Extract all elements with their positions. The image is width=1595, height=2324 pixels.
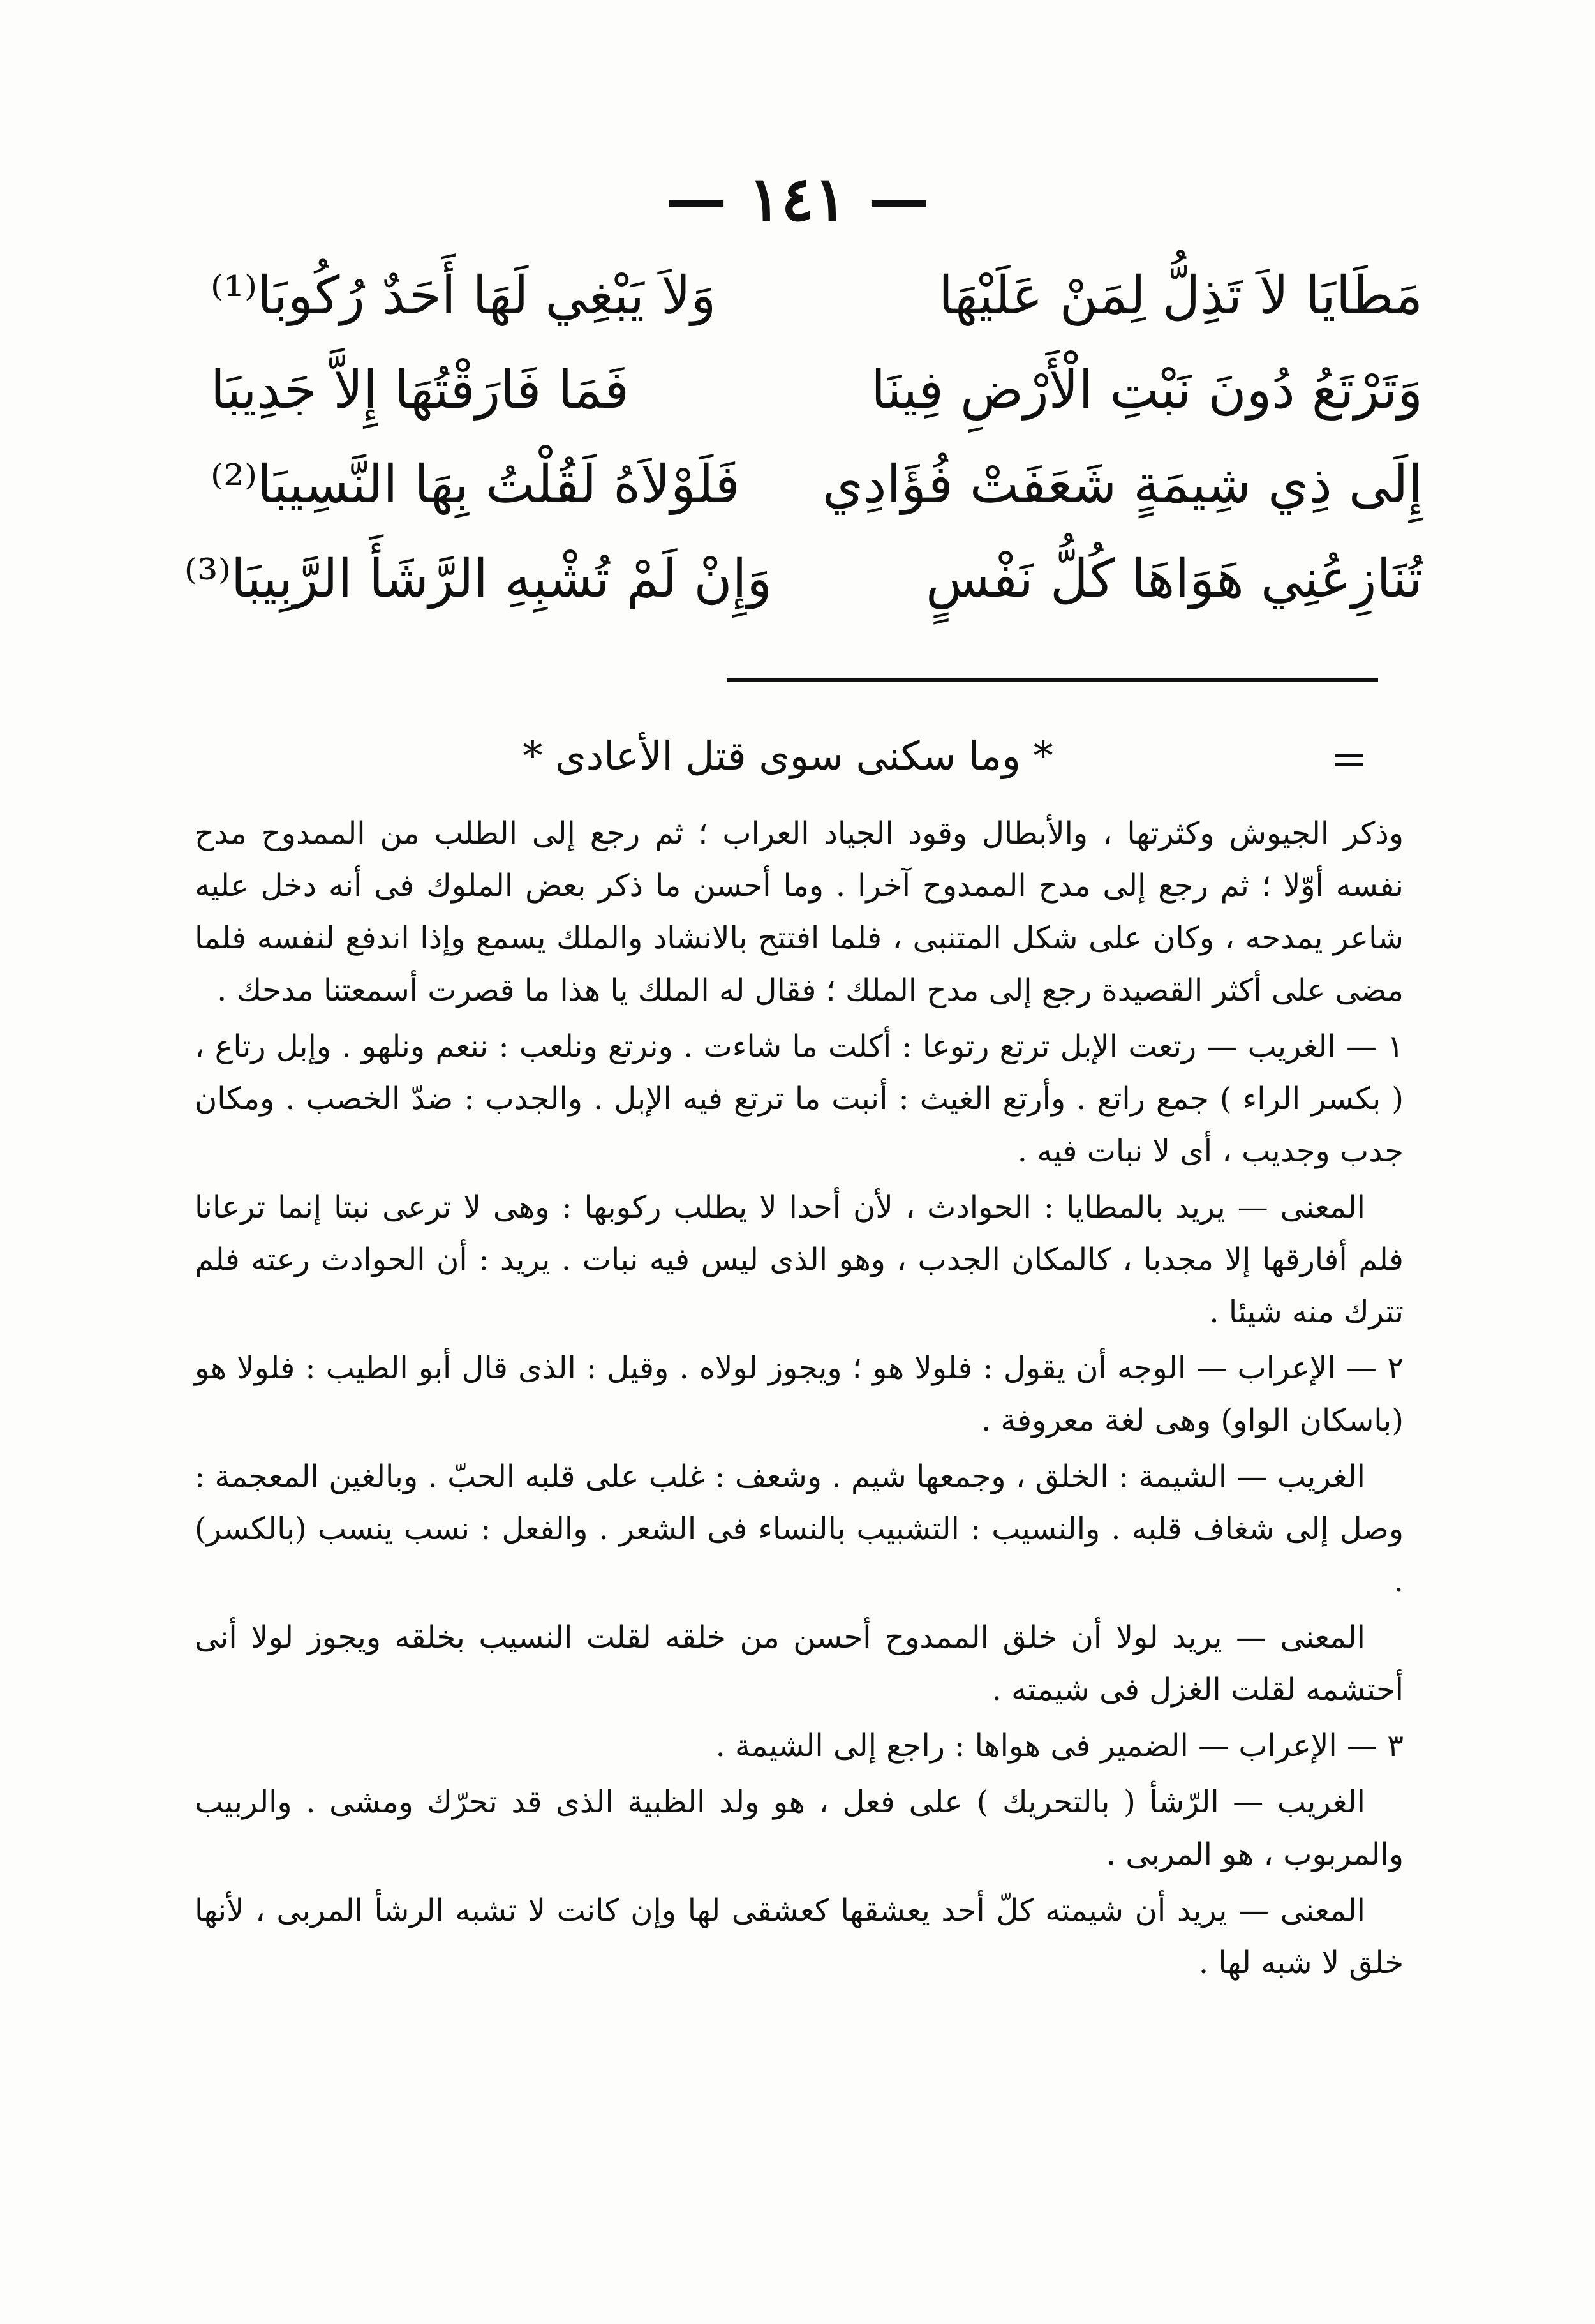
quoted-verse-heading: * وما سكنى سوى قتل الأعادى * [523,733,1053,779]
commentary-paragraph: ٣ — الإعراب — الضمير فى هواها : راجع إلى الشيمة . [715,1728,1404,1764]
commentary-paragraph: ٢ — الإعراب — الوجه أن يقول : فلولا هو ؛ ويجوز لولاه . وقيل : الذى قال أبو الطيب : فلولا هو (باسكان الواو) وهى لغة معروفة . [195,1350,1404,1438]
separator-rule [727,678,1378,682]
verse-line [211,438,1423,532]
commentary-paragraph: الغريب — الرّشأ ( بالتحريك ) على فعل ، هو ولد الظبية الذى قد تحرّك ومشى . والربيب والمربوب ، هو المربى . [195,1784,1404,1872]
commentary-paragraph: ١ — الغريب — رتعت الإبل ترتع رتوعا : أكلت ما شاءت . ونرتع ونلعب : ننعم ونلهو . وإبل رتاع ، ( بكسر الراء ) جمع راتع . وأرتع الغيث : أنبت ما ترتع فيه الإبل . والجدب : ضدّ الخصب . ومكان جدب وجديب ، أى لا نبات فيه . [195,1029,1404,1169]
continuation-mark: = [1330,733,1368,785]
verse-first-hemistich: إِلَى ذِي شِيمَةٍ شَعَفَتْ فُؤَادِي [822,454,1423,515]
verse-first-hemistich: تُنَازِعُنِي هَوَاهَا كُلُّ نَفْسٍ [926,549,1423,609]
verse-first-hemistich: مَطَايَا لاَ تَذِلُّ لِمَنْ عَلَيْهَا [938,265,1423,326]
commentary-paragraph: المعنى — يريد أن شيمته كلّ أحد يعشقها كعشقى لها وإن كانت لا تشبه الرشأ المربى ، لأنها خلق لا شبه لها . [195,1893,1404,1981]
verse-line [211,343,1423,438]
page-number: — ١٤١ — [665,163,930,235]
verse-second-hemistich: فَلَوْلاَهُ لَقُلْتُ بِهَا النَّسِيبَا⁽²⁾ [211,454,740,515]
verse-first-hemistich: وَتَرْتَعُ دُونَ نَبْتِ الْأَرْضِ فِينَا [871,360,1423,421]
verse-second-hemistich: وَإِنْ لَمْ تُشْبِهِ الرَّشَأَ الرَّبِيبَا⁽³⁾ [184,549,772,609]
commentary-paragraph: وذكر الجيوش وكثرتها ، والأبطال وقود الجياد العراب ؛ ثم رجع إلى الطلب من الممدوح مدح نفسه أوّلا ؛ ثم رجع إلى مدح الممدوح آخرا . وما أحسن ما ذكر بعض الملوك فى أنه دخل عليه شاعر يمدحه ، وكان على شكل المتنبى ، فلما افتتح بالانشاد والملك يسمع وإذا اندفع لنفسه فلما مضى على أكثر القصيدة رجع إلى مدح الملك ؛ فقال له الملك يا هذا ما قصرت أسمعتنا مدحك . [195,816,1404,1008]
commentary-paragraph: الغريب — الشيمة : الخلق ، وجمعها شيم . وشعف : غلب على قلبه الحبّ . وبالغين المعجمة : وصل إلى شغاف قلبه . والنسيب : التشبيب بالنساء فى الشعر . والفعل : نسب ينسب (بالكسر) . [195,1459,1404,1599]
commentary [195,807,1404,1993]
verse-line [184,532,1423,627]
verse-block [184,249,1423,627]
verse-second-hemistich: وَلاَ يَبْغِي لَهَا أَحَدٌ رُكُوبَا⁽¹⁾ [211,265,716,326]
verse-line [211,249,1423,343]
commentary-paragraph: المعنى — يريد بالمطايا : الحوادث ، لأن أحدا لا يطلب ركوبها : وهى لا ترعى نبتا إنما ترعانا فلم أفارقها إلا مجدبا ، كالمكان الجدب ، وهو الذى ليس فيه نبات . يريد : أن الحوادث رعته فلم تترك منه شيئا . [195,1189,1404,1330]
commentary-paragraph: المعنى — يريد لولا أن خلق الممدوح أحسن من خلقه لقلت النسيب بخلقه ويجوز لولا أنى أحتشمه لقلت الغزل فى شيمته . [195,1620,1404,1708]
verse-second-hemistich: فَمَا فَارَقْتُهَا إِلاَّ جَدِيبَا [211,360,630,421]
